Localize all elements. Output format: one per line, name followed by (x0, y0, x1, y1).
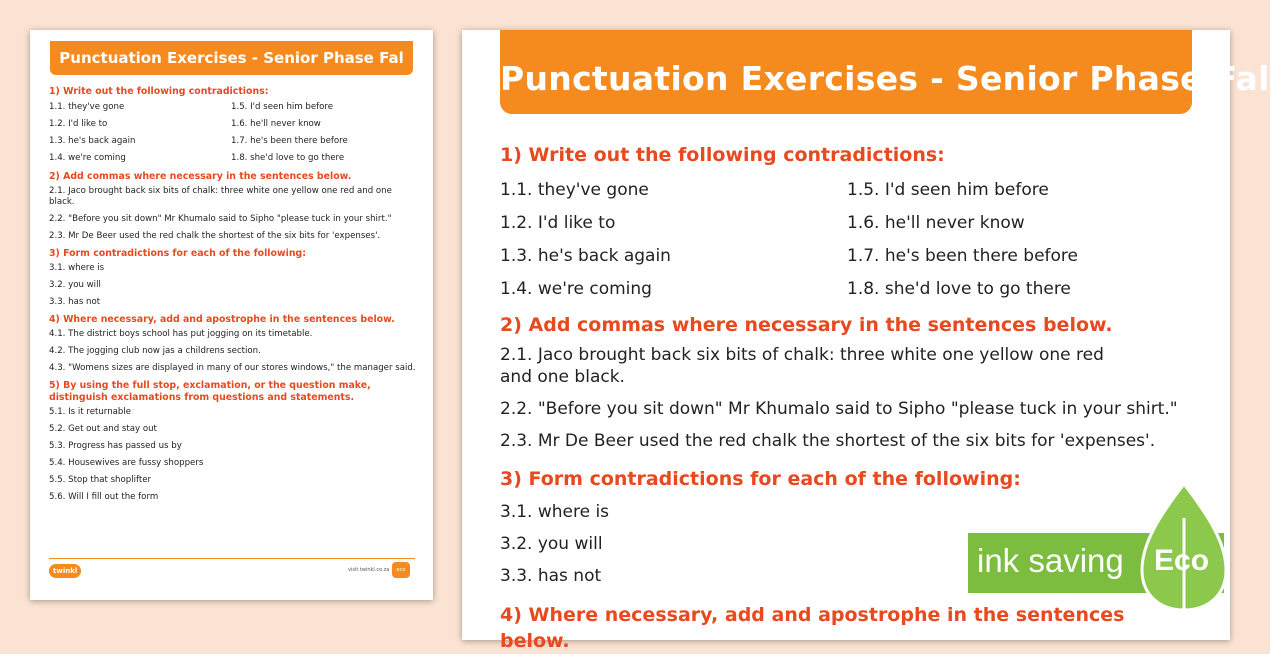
list-item: 1.2. I'd like to (500, 213, 616, 233)
list-item: 1.7. he's been there before (231, 136, 348, 146)
list-item: 2.3. Mr De Beer used the red chalk the shortest of the six bits for 'expenses'. (500, 431, 1156, 451)
eco-label: Eco (1154, 544, 1210, 577)
list-item: 1.5. I'd seen him before (847, 180, 1049, 200)
thumb-heading-2: 2) Add commas where necessary in the sentences below. (49, 171, 352, 182)
eco-mini-badge: eco (392, 562, 410, 578)
list-item: 1.2. I'd like to (49, 119, 108, 129)
list-item: 1.5. I'd seen him before (231, 102, 334, 112)
list-item: 2.1. Jaco brought back six bits of chalk: three white one yellow one red and one black. (49, 186, 392, 207)
list-item: 5.2. Get out and stay out (49, 424, 157, 434)
thumb-heading-1: 1) Write out the following contradictions: (49, 86, 269, 97)
footer-url: visit twinkl.co.za (348, 567, 390, 573)
list-item: 2.2. "Before you sit down" Mr Khumalo said to Sipho "please tuck in your shirt." (49, 214, 392, 224)
section-heading-4: 4) Where necessary, add and apostrophe in the sentences below. (500, 604, 1125, 652)
list-item: 4.1. The district boys school has put jogging on its timetable. (49, 329, 313, 339)
ink-saving-eco-badge (965, 478, 1230, 618)
list-item: 3.1. where is (49, 263, 105, 273)
list-item: 1.3. he's back again (500, 246, 671, 266)
thumb-list-2 (49, 186, 419, 242)
footer-divider (49, 558, 415, 559)
list-item: 2.1. Jaco brought back six bits of chalk: three white one yellow one red and one black. (500, 345, 1104, 387)
list-item: 4.2. The jogging club now jas a childrens section. (49, 346, 261, 356)
list-item: 3.3. has not (49, 297, 101, 307)
section-heading-2: 2) Add commas where necessary in the sentences below. (500, 314, 1113, 336)
section-heading-3: 3) Form contradictions for each of the following: (500, 468, 1021, 490)
thumbnail-content (49, 86, 419, 509)
thumb-list-3 (49, 263, 419, 308)
list-item: 5.5. Stop that shoplifter (49, 475, 152, 485)
thumbnail-page (30, 30, 433, 600)
thumb-heading-5: 5) By using the full stop, exclamation, or the question make, distinguish exclamations from questions and statements. (49, 380, 371, 403)
list-item: 2.2. "Before you sit down" Mr Khumalo said to Sipho "please tuck in your shirt." (500, 399, 1178, 419)
section-heading-1: 1) Write out the following contradictions: (500, 144, 945, 166)
twinkl-logo: twinkl (49, 564, 81, 578)
list-item: 4.3. "Womens sizes are displayed in many of our stores windows," the manager said. (49, 363, 416, 373)
list-item: 1.4. we're coming (500, 279, 652, 299)
list-item: 3.1. where is (500, 502, 610, 522)
list-item: 1.1. they've gone (49, 102, 125, 112)
list-item: 3.2. you will (500, 534, 603, 554)
thumb-grid-1 (49, 101, 419, 164)
contractions-grid (500, 174, 1200, 306)
list-item: 1.3. he's back again (49, 136, 136, 146)
list-item: 1.8. she'd love to go there (231, 153, 345, 163)
thumb-list-4 (49, 329, 419, 374)
thumb-list-5 (49, 407, 419, 503)
list-item: 1.6. he'll never know (847, 213, 1025, 233)
thumb-heading-3: 3) Form contradictions for each of the following: (49, 248, 306, 259)
list-item: 5.4. Housewives are fussy shoppers (49, 458, 204, 468)
list-item: 1.4. we're coming (49, 153, 126, 163)
list-item: 1.1. they've gone (500, 180, 649, 200)
list-item: 5.1. Is it returnable (49, 407, 132, 417)
list-item: 3.3. has not (500, 566, 602, 586)
page-title-banner: Punctuation Exercises - Senior Phase Fal (500, 30, 1192, 114)
list-item: 1.8. she'd love to go there (847, 279, 1071, 299)
list-item: 2.3. Mr De Beer used the red chalk the shortest of the six bits for 'expenses'. (49, 231, 381, 241)
list-item: 1.6. he'll never know (231, 119, 321, 129)
thumbnail-title-banner: Punctuation Exercises - Senior Phase Fal (50, 41, 413, 75)
list-item: 3.2. you will (49, 280, 101, 290)
list-item: 1.7. he's been there before (847, 246, 1078, 266)
ink-saving-label: ink saving (977, 542, 1124, 579)
list-item: 5.3. Progress has passed us by (49, 441, 182, 451)
list-item: 5.6. Will I fill out the form (49, 492, 159, 502)
thumb-heading-4: 4) Where necessary, add and apostrophe in the sentences below. (49, 314, 395, 325)
